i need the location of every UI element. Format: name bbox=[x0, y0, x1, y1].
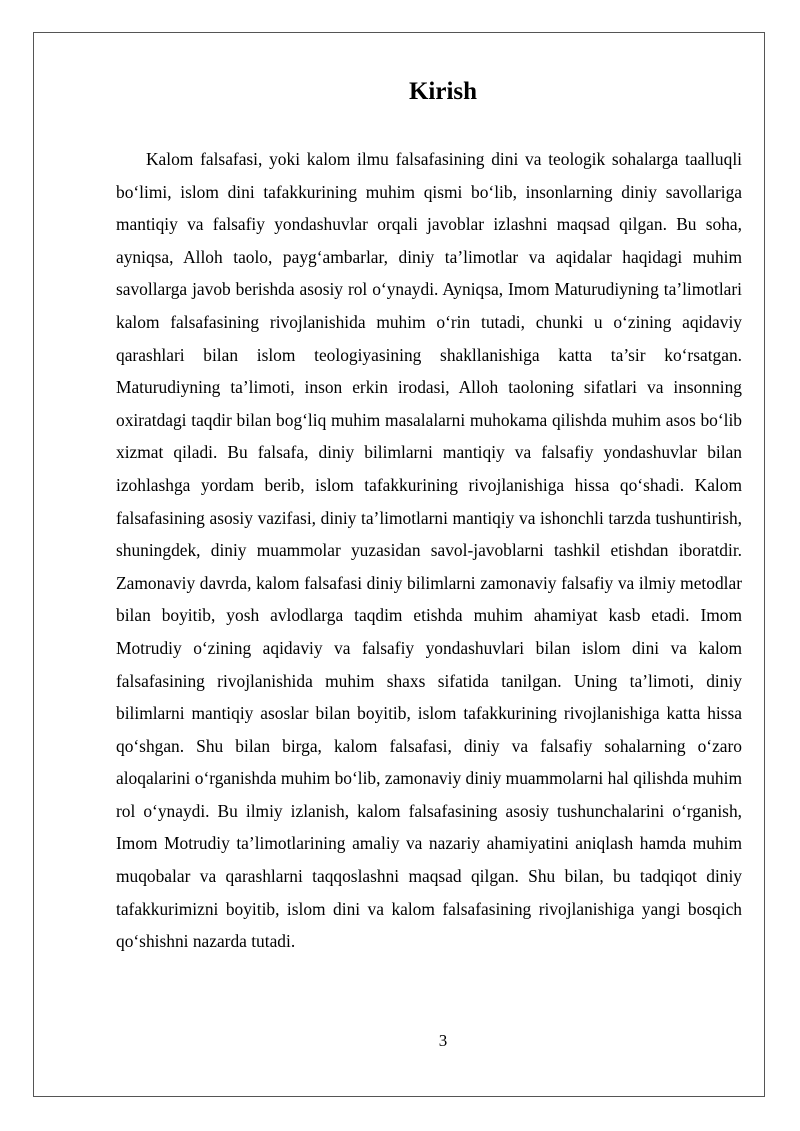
page-number: 3 bbox=[438, 1031, 448, 1050]
body-paragraph: Kalom falsafasi, yoki kalom ilmu falsafasining dini va teologik sohalarga taalluqli bo‘limi, islom dini tafakkurining muhim qismi bo‘lib, insonlarning diniy savollariga mantiqiy va falsafiy yondashuvlar orqali javoblar izlashni maqsad qilgan. Bu soha, ayniqsa, Alloh taolo, payg‘ambarlar, diniy ta’limotlar va aqidalar haqidagi muhim savollarga javob berishda asosiy rol o‘ynaydi. Ayniqsa, Imom Maturudiyning ta’limotlari kalom falsafasining rivojlanishida muhim o‘rin tutadi, chunki u o‘zining aqidaviy qarashlari bilan islom teologiyasining shakllanishiga katta ta’sir ko‘rsatgan. Maturudiyning ta’limoti, inson erkin irodasi, Alloh taoloning sifatlari va insonning oxiratdagi taqdir bilan bog‘liq muhim masalalarni muhokama qilishda muhim asos bo‘lib xizmat qiladi. Bu falsafa, diniy bilimlarni mantiqiy va falsafiy yondashuvlar bilan izohlashga yordam berib, islom tafakkurining rivojlanishiga hissa qo‘shadi. Kalom falsafasining asosiy vazifasi, diniy ta’limotlarni mantiqiy va ishonchli tarzda tushuntirish, shuningdek, diniy muammolar yuzasidan savol-javoblarni tashkil etishdan iboratdir. Zamonaviy davrda, kalom falsafasi diniy bilimlarni zamonaviy falsafiy va ilmiy metodlar bilan boyitib, yosh avlodlarga taqdim etishda muhim ahamiyat kasb etadi. Imom Motrudiy o‘zining aqidaviy va falsafiy yondashuvlari bilan islom dini va kalom falsafasining rivojlanishida muhim shaxs sifatida tanilgan. Uning ta’limoti, diniy bilimlarni mantiqiy asoslar bilan boyitib, islom tafakkurining rivojlanishiga katta hissa qo‘shgan. Shu bilan birga, kalom falsafasi, diniy va falsafiy sohalarning o‘zaro aloqalarini o‘rganishda muhim bo‘lib, zamonaviy diniy muammolarni hal qilishda muhim rol o‘ynaydi. Bu ilmiy izlanish, kalom falsafasining asosiy tushunchalarini o‘rganish, Imom Motrudiy ta’limotlarining amaliy va nazariy ahamiyatini aniqlash hamda muhim muqobalar va qarashlarni taqqoslashni maqsad qilgan. Shu bilan, bu tadqiqot diniy tafakkurimizni boyitib, islom dini va kalom falsafasining rivojlanishiga yangi bosqich qo‘shishni nazarda tutadi. bbox=[116, 149, 742, 952]
page-title: Kirish bbox=[408, 78, 478, 105]
